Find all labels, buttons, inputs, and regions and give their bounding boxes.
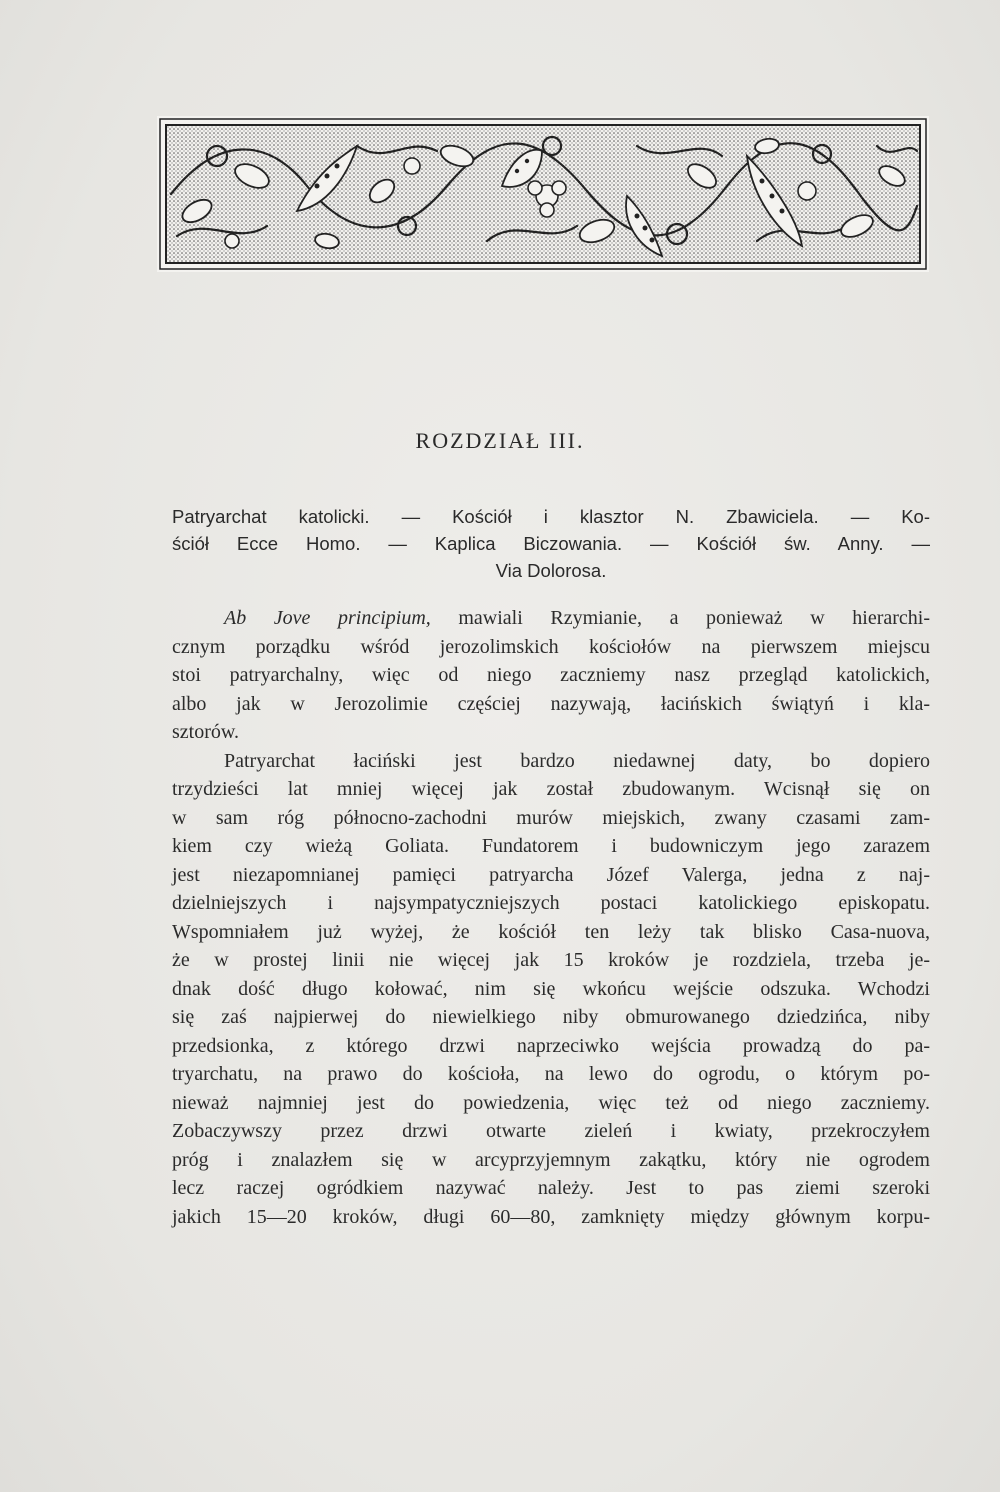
text-line: jest niezapomnianej pamięci patryarcha Józef Valerga, jedna z naj- xyxy=(172,863,930,886)
text-line: przedsionka, z którego drzwi naprzeciwko wejścia prowadzą do pa- xyxy=(172,1034,930,1057)
text-line: tryarchatu, na prawo do kościoła, na lewo do ogrodu, o którym po- xyxy=(172,1063,930,1085)
chapter-heading: ROZDZIAŁ III. xyxy=(415,428,585,453)
floral-ornament-headpiece-icon xyxy=(157,116,929,272)
text-line: w sam róg północno-zachodni murów miejskich, zwany czasami zam- xyxy=(172,806,930,829)
text-line: trzydzieści lat mniej więcej jak został zbudowanym. Wcisnął się on xyxy=(172,778,930,800)
text-line: stoi patryarchalny, więc od niego zaczniemy nasz przegląd katolickich, xyxy=(172,664,930,686)
text-fragment: mawiali Rzymianie, a ponieważ w hierarchi- xyxy=(430,607,930,629)
text-line: cznym porządku wśród jerozolimskich kościołów na pierwszem miejscu xyxy=(172,635,930,658)
text-line: albo jak w Jerozolimie częściej nazywają, łacińskich świątyń i kla- xyxy=(172,692,930,715)
summary-line: Patryarchat katolicki. — Kościół i klasztor N. Zbawiciela. — Ko- xyxy=(172,506,930,527)
text-line: próg i znalazłem się w arcyprzyjemnym zakątku, który nie ogrodem xyxy=(172,1148,930,1171)
text-line: jakich 15—20 kroków, długi 60—80, zamknięty między głównym korpu- xyxy=(172,1205,930,1228)
summary-line: Via Dolorosa. xyxy=(495,560,607,581)
text-line: sztorów. xyxy=(172,721,240,743)
text-line: lecz raczej ogródkiem nazywać należy. Jest to pas ziemi szeroki xyxy=(172,1177,930,1199)
italic-quote: Ab Jove principium, xyxy=(224,607,431,629)
text-line: Patryarchat łaciński jest bardzo niedawnej daty, bo dopiero xyxy=(224,749,930,772)
text-line: Zobaczywszy przez drzwi otwarte zieleń i kwiaty, przekroczyłem xyxy=(172,1120,930,1142)
text-line: kiem czy wieżą Goliata. Fundatorem i budowniczym jego zarazem xyxy=(172,835,930,857)
text-line: się zaś najpierwej do niewielkiego niby obmurowanego dziedzińca, niby xyxy=(172,1006,930,1028)
text-line: dzielniejszych i najsympatyczniejszych postaci katolickiego episkopatu. xyxy=(172,892,930,914)
text-line: Wspomniałem już wyżej, że kościół ten leży tak blisko Casa-nuova, xyxy=(172,920,930,943)
text-line xyxy=(172,604,930,633)
summary-line: ściół Ecce Homo. — Kaplica Biczowania. — Kościół św. Anny. — xyxy=(172,533,930,554)
text-line: że w prostej linii nie więcej jak 15 kroków je rozdziela, trzeba je- xyxy=(172,949,930,971)
text-line: dnak dość długo kołować, nim się wkońcu wejście odszuka. Wchodzi xyxy=(172,977,930,1000)
body-text xyxy=(172,604,930,1231)
chapter-summary xyxy=(172,503,930,584)
text-line: nieważ najmniej jest do powiedzenia, więc też od niego zaczniemy. xyxy=(172,1091,930,1114)
